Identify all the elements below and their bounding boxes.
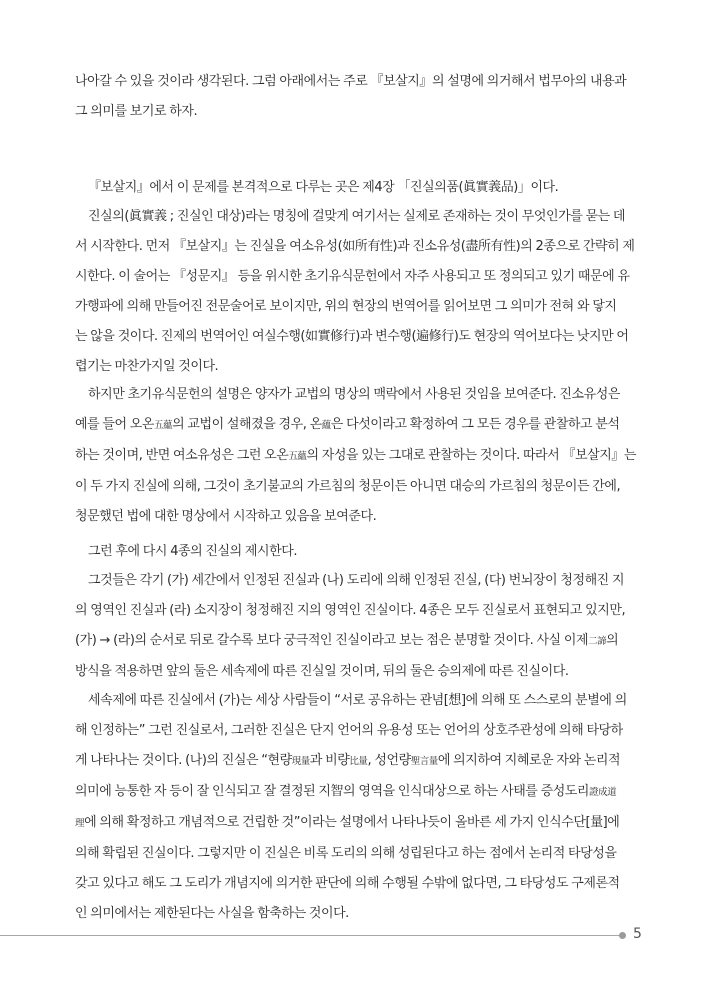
text-line: 그것들은 각기 (가) 세간에서 인정된 진실과 (나) 도리에 의해 인정된 진실, (다) 번뇌장이 청정해진 지 [88,573,625,588]
text-line: 해 인정하는” 그런 진실로서, 그러한 진실은 단지 언어의 유용성 또는 언어의 상호주관성에 의해 타당하 [75,723,623,738]
text-line: 진실의(眞實義 ; 진실인 대상)라는 명칭에 걸맞게 여기서는 실제로 존재하는 것이 무엇인가를 묻는 데 [88,209,626,224]
text-line: 하는 것이며, 반면 여소유성은 그런 오온五蘊의 자성을 있는 그대로 관찰하는 것이다. 따라서 『보살지』는 [75,448,636,463]
text-line: 렵기는 마찬가지일 것이다. [75,359,219,374]
text-line: 는 않을 것이다. 진제의 번역어인 여실수행(如實修行)과 변수행(遍修行)도 현장의 역어보다는 낫지만 어 [75,329,629,344]
text-line: 나아갈 수 있을 것이라 생각된다. 그럼 아래에서는 주로 『보살지』의 설명에 의거해서 법무아의 내용과 [75,74,627,89]
text-line: 理에 의해 확정하고 개념적으로 건립한 것”이라는 설명에서 나타나듯이 올바른 세 가지 인식수단[量]에 [75,815,620,830]
paragraph-conventional-truth [75,686,643,929]
text-line: 의해 확립된 진실이다. 그렇지만 이 진실은 비록 도리의 의해 성립된다고 하는 점에서 논리적 타당성을 [75,846,617,861]
text-line: 그 의미를 보기로 하자. [75,104,198,119]
text-line: 하지만 초기유식문헌의 설명은 양자가 교법의 명상의 맥락에서 사용된 것임을 보여준다. 진소유성은 [88,387,620,402]
text-line: 의미에 능통한 자 등이 잘 인식되고 잘 결정된 지智의 영역을 인식대상으로 하는 사태를 증성도리證成道 [75,784,617,799]
text-line: (가) → (라)의 순서로 뒤로 갈수록 보다 궁극적인 진실이라고 보는 점은 분명할 것이다. 사실 이제二諦의 [75,633,619,648]
text-line: 그런 후에 다시 4종의 진실의 제시한다. [88,544,298,559]
text-line: 방식을 적용하면 앞의 둘은 세속제에 따른 진실일 것이며, 뒤의 둘은 승의제에 따른 진실이다. [75,664,569,679]
text-line: 갖고 있다고 해도 그 도리가 개념지에 의거한 판단에 의해 수행될 수밖에 없다면, 그 타당성도 구제론적 [75,876,620,891]
text-line: 『보살지』에서 이 문제를 본격적으로 다루는 곳은 제4장 「진실의품(眞實義品)」이다. [88,180,559,195]
text-line: 의 영역인 진실과 (라) 소지장이 청정해진 지의 영역인 진실이다. 4종은 모두 진실로서 표현되고 있지만, [75,603,626,618]
text-line: 서 시작한다. 먼저 『보살지』는 진실을 여소유성(如所有性)과 진소유성(盡所有性)의 2종으로 간략히 제 [75,239,635,254]
paragraph-chapter-reference [75,173,643,203]
page-number: 5 [633,926,642,942]
text-line: 가행파에 의해 만들어진 전문술어로 보이지만, 위의 현장의 번역어를 읽어보면 그 의미가 전혀 와 닿지 [75,299,617,314]
text-line: 시한다. 이 술어는 『성문지』 등을 위시한 초기유식문헌에서 자주 사용되고 또 정의되고 있기 때문에 유 [75,269,630,284]
text-line: 게 나타나는 것이다. (나)의 진실은 “현량現量과 비량比量, 성언량聖言量에 의지하여 지혜로운 자와 논리적 [75,753,621,768]
paragraph-meditation-context [75,380,643,532]
footer-rule [0,935,623,936]
text-line: 예를 들어 오온五蘊의 교법이 설해졌을 경우, 온蘊은 다섯이라고 확정하여 그 모든 경우를 관찰하고 분석 [75,417,620,432]
text-line: 세속제에 따른 진실에서 (가)는 세상 사람들이 “서로 공유하는 관념[想]에 의해 또 스스로의 분별에 의 [88,693,627,708]
footer-bullet-icon [619,932,626,939]
text-line: 인 의미에서는 제한된다는 사실을 함축하는 것이다. [75,906,349,921]
paragraph-true-meaning [75,202,643,382]
text-line: 이 두 가지 진실에 의해, 그것이 초기불교의 가르침의 청문이든 아니면 대승의 가르침의 청문이든 간에, [75,479,621,494]
paragraph-intro [75,67,643,127]
text-line: 청문했던 법에 대한 명상에서 시작하고 있음을 보여준다. [75,509,377,524]
paragraph-four-truths [75,566,643,687]
paragraph-four-truths-intro [75,537,643,567]
